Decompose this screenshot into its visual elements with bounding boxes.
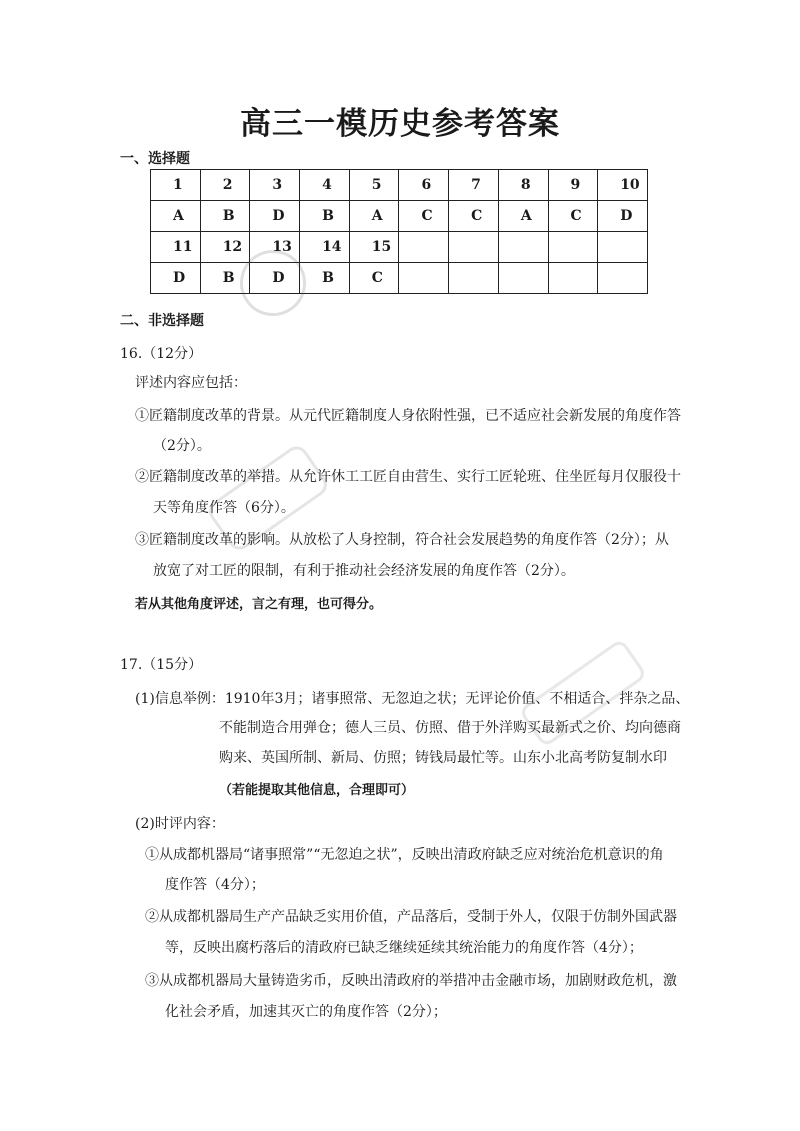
question-number-cell: 13 bbox=[250, 232, 300, 263]
question-number-cell bbox=[449, 232, 499, 263]
q17-answer3-line2: 化社会矛盾，加速其灭亡的角度作答（2分）； bbox=[165, 1004, 447, 1020]
answer-cell: A bbox=[151, 201, 201, 232]
q16-point2-line2: 天等角度作答（6分）。 bbox=[153, 500, 295, 516]
q16-point3-line1: ③匠籍制度改革的影响。从放松了人身控制，符合社会发展趋势的角度作答（2分）；从 bbox=[135, 532, 669, 548]
q17-label: 17.（15分） bbox=[120, 657, 203, 673]
question-number-cell: 6 bbox=[399, 170, 449, 201]
q16-point2-line1: ②匠籍制度改革的举措。从允许休工工匠自由营生、实行工匠轮班、住坐匠每月仅服役十 bbox=[135, 469, 681, 485]
question-number-cell bbox=[548, 232, 598, 263]
question-number-cell bbox=[598, 232, 648, 263]
answer-table-row bbox=[151, 170, 648, 201]
q17-answer1-line1: ①从成都机器局“诸事照常”“无忽迫之状”，反映出清政府缺乏应对统治危机意识的角 bbox=[145, 847, 664, 863]
question-number-cell: 12 bbox=[200, 232, 250, 263]
q16-note: 若从其他角度评述，言之有理，也可得分。 bbox=[135, 597, 383, 612]
answer-cell: B bbox=[300, 263, 350, 294]
q17-answer2-line1: ②从成都机器局生产产品缺乏实用价值，产品落后，受制于外人，仅限于仿制外国武器 bbox=[145, 909, 677, 925]
answer-table bbox=[150, 169, 648, 294]
q16-point1-line2: （2分）。 bbox=[153, 438, 211, 454]
answer-cell: D bbox=[598, 201, 648, 232]
section-heading-nonchoice: 二、非选择题 bbox=[120, 313, 204, 329]
question-number-cell: 3 bbox=[250, 170, 300, 201]
answer-cell bbox=[399, 263, 449, 294]
answer-cell bbox=[598, 263, 648, 294]
answer-table-row bbox=[151, 232, 648, 263]
question-number-cell: 2 bbox=[200, 170, 250, 201]
answer-cell: D bbox=[250, 201, 300, 232]
answer-cell: B bbox=[200, 201, 250, 232]
q17-part1-note: （若能提取其他信息，合理即可） bbox=[219, 783, 415, 798]
answer-cell: B bbox=[200, 263, 250, 294]
answer-cell bbox=[449, 263, 499, 294]
q17-part1-line1: (1)信息举例：1910年3月；诸事照常、无忽迫之状；无评论价值、不相适合、拌杂之品、 bbox=[135, 691, 690, 707]
question-number-cell: 8 bbox=[498, 170, 548, 201]
page-title: 高三一模历史参考答案 bbox=[240, 106, 560, 142]
question-number-cell: 7 bbox=[449, 170, 499, 201]
answer-cell: A bbox=[349, 201, 399, 232]
answer-table-row bbox=[151, 201, 648, 232]
answer-cell: D bbox=[250, 263, 300, 294]
question-number-cell bbox=[399, 232, 449, 263]
q17-answer1-line2: 度作答（4分）； bbox=[165, 877, 265, 893]
q16-point3-line2: 放宽了对工匠的限制，有利于推动社会经济发展的角度作答（2分）。 bbox=[153, 563, 575, 579]
answer-cell: C bbox=[399, 201, 449, 232]
question-number-cell: 14 bbox=[300, 232, 350, 263]
q16-intro: 评述内容应包括： bbox=[135, 375, 247, 391]
answer-cell: C bbox=[349, 263, 399, 294]
q17-answer2-line2: 等，反映出腐朽落后的清政府已缺乏继续延续其统治能力的角度作答（4分）； bbox=[165, 940, 643, 956]
q17-part1-line3: 购来、英国所制、新局、仿照；铸钱局最忙等。山东小北高考防复制水印 bbox=[219, 750, 667, 766]
q17-answer3-line1: ③从成都机器局大量铸造劣币，反映出清政府的举措冲击金融市场，加剧财政危机，激 bbox=[145, 973, 677, 989]
question-number-cell: 4 bbox=[300, 170, 350, 201]
answer-cell: B bbox=[300, 201, 350, 232]
question-number-cell: 11 bbox=[151, 232, 201, 263]
answer-cell: D bbox=[151, 263, 201, 294]
answer-cell: C bbox=[449, 201, 499, 232]
question-number-cell: 5 bbox=[349, 170, 399, 201]
answer-table-row bbox=[151, 263, 648, 294]
question-number-cell: 9 bbox=[548, 170, 598, 201]
answer-cell bbox=[498, 263, 548, 294]
q17-part1-line2: 不能制造合用弹仓；德人三员、仿照、借于外洋购买最新式之价、均向德商 bbox=[219, 720, 681, 736]
question-number-cell: 15 bbox=[349, 232, 399, 263]
q16-point1-line1: ①匠籍制度改革的背景。从元代匠籍制度人身依附性强，已不适应社会新发展的角度作答 bbox=[135, 408, 681, 424]
question-number-cell: 10 bbox=[598, 170, 648, 201]
question-number-cell: 1 bbox=[151, 170, 201, 201]
q16-label: 16.（12分） bbox=[120, 346, 203, 362]
q17-part2-heading: (2)时评内容： bbox=[135, 816, 225, 832]
section-heading-choice: 一、选择题 bbox=[120, 151, 190, 167]
question-number-cell bbox=[498, 232, 548, 263]
answer-cell bbox=[548, 263, 598, 294]
answer-cell: C bbox=[548, 201, 598, 232]
answer-cell: A bbox=[498, 201, 548, 232]
